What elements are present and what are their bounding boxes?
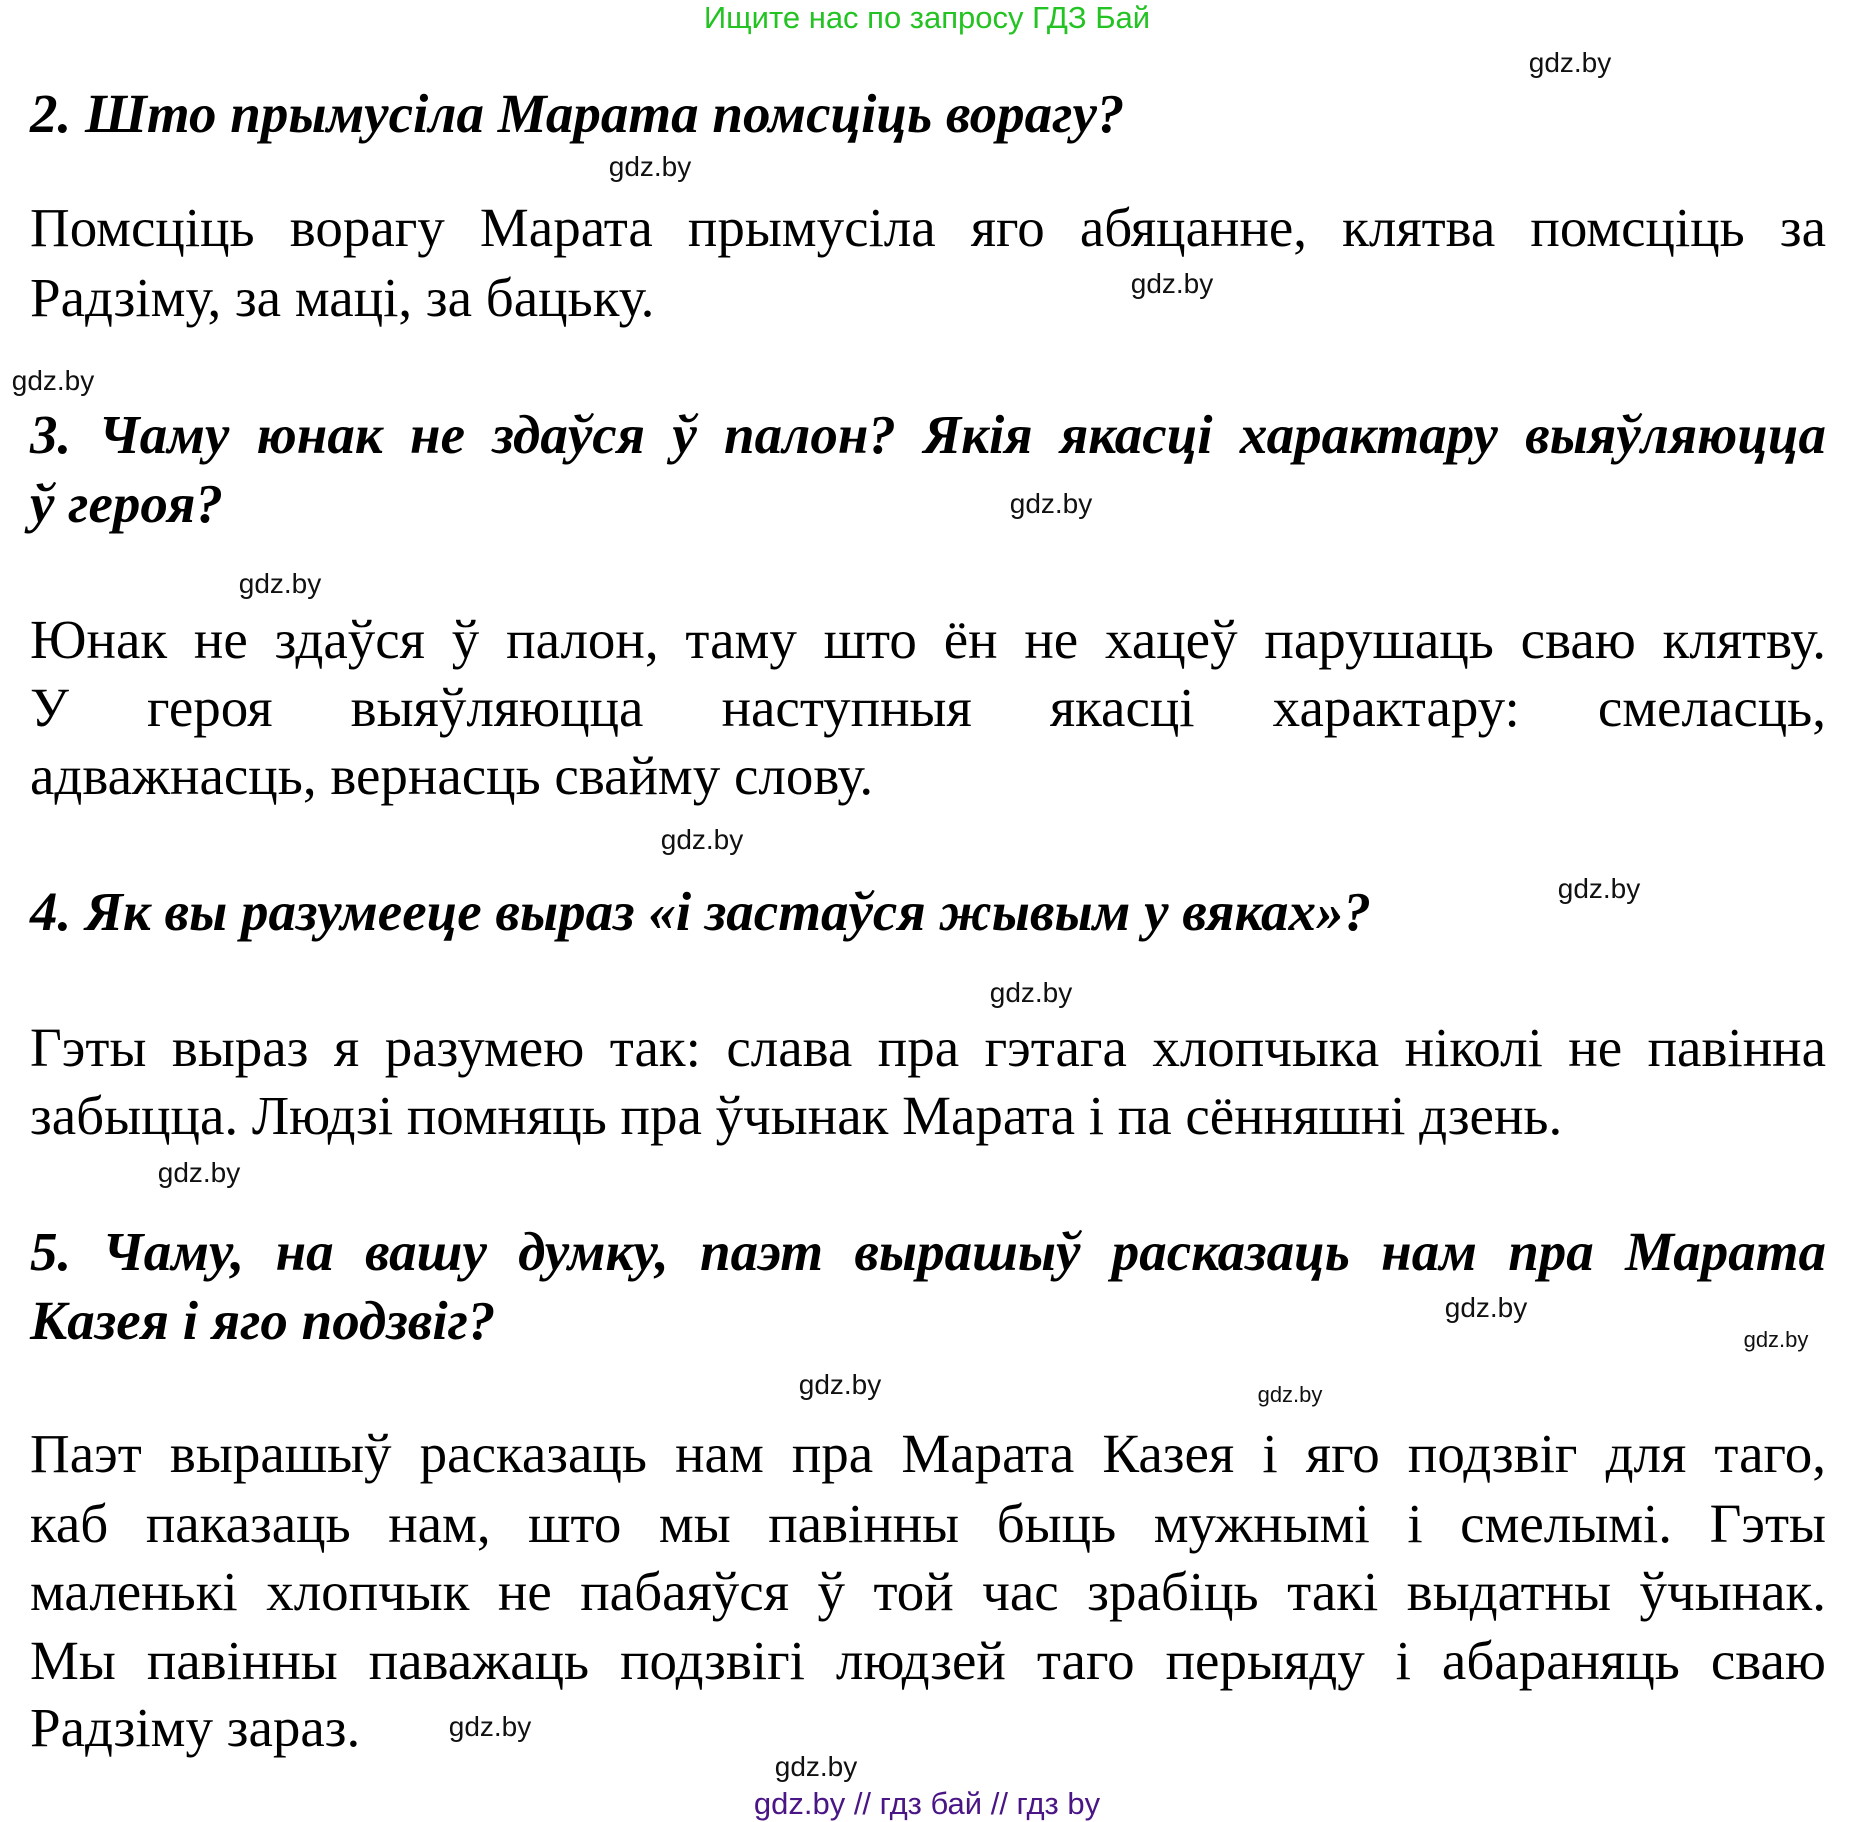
answer-2-line: Радзіму, за маці, за бацьку. <box>30 267 655 328</box>
question-2: 2. Што прымусіла Марата помсціць ворагу? <box>30 83 1125 144</box>
watermark: gdz.by <box>608 151 692 182</box>
answer-5-line: Паэт вырашыў расказаць нам пра Марата Казея і яго подзвіг для таго, <box>30 1423 1826 1484</box>
watermark: gdz.by <box>1009 488 1093 519</box>
watermark: gdz.by <box>1743 1327 1809 1352</box>
question-5: 5. Чаму, на вашу думку, паэт вырашыў расказаць нам пра Марата <box>30 1221 1826 1282</box>
answer-2-line: Помсціць ворагу Марата прымусіла яго абяцанне, клятва помсціць за <box>30 197 1826 258</box>
answer-5-line: маленькі хлопчык не пабаяўся ў той час зрабіць такі выдатны ўчынак. <box>30 1561 1826 1622</box>
question-3: 3. Чаму юнак не здаўся ў палон? Якія якасці характару выяўляюцца <box>30 404 1826 465</box>
question-5: Казея і яго подзвіг? <box>30 1290 496 1351</box>
answer-3-line: У героя выяўляюцца наступныя якасці характару: смеласць, <box>30 677 1826 738</box>
answer-4-line: Гэты выраз я разумею так: слава пра гэтага хлопчыка ніколі не павінна <box>30 1017 1826 1078</box>
watermark: gdz.by <box>157 1157 241 1188</box>
question-4: 4. Як вы разумееце выраз «і застаўся жывым у вяках»? <box>30 881 1371 942</box>
watermark: gdz.by <box>1257 1382 1323 1407</box>
watermark: gdz.by <box>11 365 95 396</box>
answer-4-line: забыцца. Людзі помняць пра ўчынак Марата і па сённяшні дзень. <box>30 1085 1563 1146</box>
watermark: gdz.by <box>798 1369 882 1400</box>
footer-links: gdz.by // гдз бай // гдз by <box>753 1786 1101 1821</box>
watermark: gdz.by <box>1444 1292 1528 1323</box>
watermark: gdz.by <box>448 1711 532 1742</box>
search-hint-banner: Ищите нас по запросу ГДЗ Бай <box>703 0 1151 35</box>
watermark: gdz.by <box>1528 47 1612 78</box>
watermark: gdz.by <box>1130 268 1214 299</box>
answer-5-line: Радзіму зараз. <box>30 1697 361 1758</box>
watermark: gdz.by <box>238 568 322 599</box>
watermark: gdz.by <box>660 824 744 855</box>
watermark: gdz.by <box>1557 873 1641 904</box>
question-3: ў героя? <box>30 473 223 534</box>
watermark: gdz.by <box>774 1751 858 1782</box>
answer-5-line: Мы павінны паважаць подзвігі людзей таго перыяду і абараняць сваю <box>30 1630 1826 1691</box>
answer-3-line: адважнасць, вернасць свайму слову. <box>30 745 874 806</box>
watermark: gdz.by <box>989 977 1073 1008</box>
answer-5-line: каб паказаць нам, што мы павінны быць мужнымі і смелымі. Гэты <box>30 1493 1826 1554</box>
answer-3-line: Юнак не здаўся ў палон, таму што ён не хацеў парушаць сваю клятву. <box>30 609 1826 670</box>
